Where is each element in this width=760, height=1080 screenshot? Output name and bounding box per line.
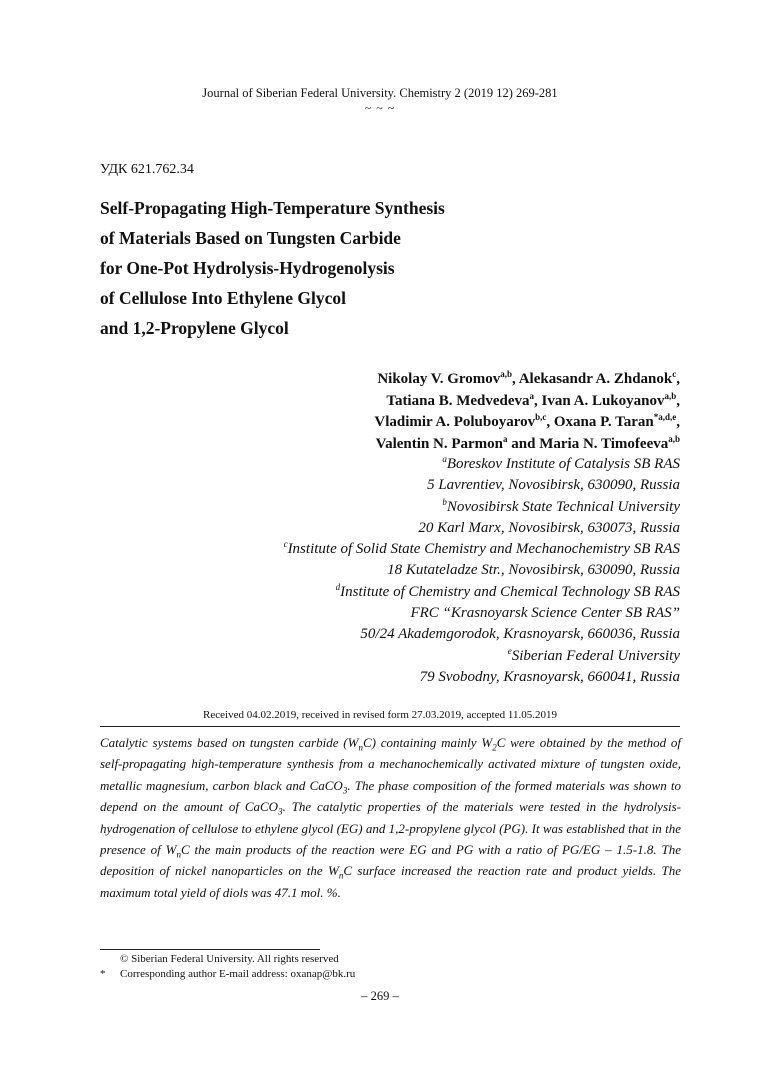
udk-code: УДК 621.762.34	[100, 162, 194, 177]
affil-mark: c	[283, 539, 288, 550]
affiliation-line: 18 Kutateladze Str., Novosibirsk, 630090, Russia	[387, 562, 680, 579]
affiliation-list	[120, 454, 680, 688]
affiliation-line: $^d$Institute of Chemistry and Chemical Technology SB RAS	[335, 581, 680, 600]
title-line: of Materials Based on Tungsten Carbide	[100, 228, 401, 248]
received-dates: Received 04.02.2019, received in revised form 27.03.2019, accepted 11.05.2019	[203, 709, 557, 721]
author-sep: and	[507, 435, 540, 452]
author-name: Oxana P. Taran	[553, 414, 654, 430]
author-name: Maria N. Timofeeva	[539, 435, 669, 452]
affiliation-line: FRC “Krasnoyarsk Science Center SB RAS”	[410, 605, 680, 622]
affil-mark: e	[507, 645, 512, 656]
author-affil-mark: a,b	[500, 369, 513, 379]
page-number: – 269 –	[361, 989, 399, 1003]
affil-mark: a	[442, 454, 447, 464]
title-line: and 1,2-Propylene Glycol	[100, 318, 289, 338]
author-name: Tatiana B. Medvedeva	[386, 392, 530, 409]
author-affil-mark: a,b	[664, 390, 677, 401]
abstract: Catalytic systems based on tungsten carbide $(W_nC)$ containing mainly $W_2C$ were obtained by the method of self-propagating high-temperature synthesis from a mechanochemically activated mixture of tungsten oxide, metallic magnesium, carbon black and CaCO$_3$. The phase composition of the formed materials was shown to depend on the amount of CaCO$_3$. The catalytic properties of the materials were tested in the hydrolysis-hydrogenation of cellulose to ethylene glycol (EG) and 1,2-propylene glycol (PG). It was established that in the presence of $W_nC$ the main products of the reaction were EG and PG with a ratio of PG/EG – 1.5-1.8. The deposition of nickel nanoparticles on the $W_nC$ surface increased the reaction rate and product yields. The maximum total yield of diols was 47.1 mol. %.	[100, 735, 682, 900]
author-name: Ivan A. Lukoyanov	[541, 392, 665, 409]
author-sep: ,	[546, 414, 554, 430]
affiliation-line: $^e$Siberian Federal University	[507, 645, 680, 664]
author-sep: ,	[512, 371, 519, 387]
author-affil-mark: b,c	[535, 412, 547, 422]
title-line: of Cellulose Into Ethylene Glycol	[100, 288, 346, 308]
footnote-divider	[100, 949, 320, 950]
author-sep: ,	[676, 414, 680, 430]
author-affil-mark: a,b	[668, 433, 680, 444]
author-affil-mark: *a,d,e	[653, 412, 677, 422]
affiliation-line: 5 Lavrentiev, Novosibirsk, 630090, Russia	[427, 477, 680, 494]
title-line: Self-Propagating High-Temperature Synthesis	[100, 198, 445, 218]
author-sep: ,	[676, 392, 680, 409]
author-affil-mark: c	[672, 369, 677, 379]
author-name: Valentin N. Parmon	[375, 435, 504, 452]
title-line: for One-Pot Hydrolysis-Hydrogenolysis	[100, 258, 395, 278]
author-affil-mark: a	[503, 433, 508, 444]
affil-mark: d	[335, 581, 341, 592]
affiliation-line: 20 Karl Marx, Novosibirsk, 630073, Russia	[418, 519, 680, 536]
author-affil-mark: a	[529, 390, 535, 401]
affiliation-line: $^a$Boreskov Institute of Catalysis SB RAS	[442, 454, 680, 472]
copyright-footnote: © Siberian Federal University. All rights reserved	[120, 953, 339, 965]
author-name: Nikolay V. Gromov	[377, 371, 501, 387]
author-line	[120, 369, 680, 391]
affiliation-line: 79 Svobodny, Krasnoyarsk, 660041, Russia	[419, 668, 680, 685]
affil-mark: b	[442, 496, 447, 507]
affiliation-line: 50/24 Akademgorodok, Krasnoyarsk, 660036, Russia	[360, 626, 680, 643]
affiliation-line: $^c$Institute of Solid State Chemistry and Mechanochemistry SB RAS	[283, 539, 680, 558]
author-name: Vladimir A. Poluboyarov	[374, 414, 536, 430]
abstract-divider	[100, 726, 680, 727]
journal-header: Journal of Siberian Federal University. Chemistry 2 (2019 12) 269-281	[202, 86, 558, 100]
author-name: Alekasandr A. Zhdanok	[518, 371, 673, 387]
paper-title	[100, 193, 580, 343]
header-ornament: ~ ~ ~	[364, 101, 396, 115]
author-list	[120, 369, 680, 455]
author-line	[120, 412, 680, 434]
affiliation-line: $^b$Novosibirsk State Technical University	[442, 496, 680, 515]
footnote-star: *	[100, 968, 106, 980]
author-line	[120, 391, 680, 413]
author-sep: ,	[534, 392, 542, 409]
author-sep: ,	[676, 371, 680, 387]
author-line	[120, 434, 680, 456]
corresponding-author-footnote: * Corresponding author E-mail address: oxanap@bk.ru	[100, 968, 356, 980]
